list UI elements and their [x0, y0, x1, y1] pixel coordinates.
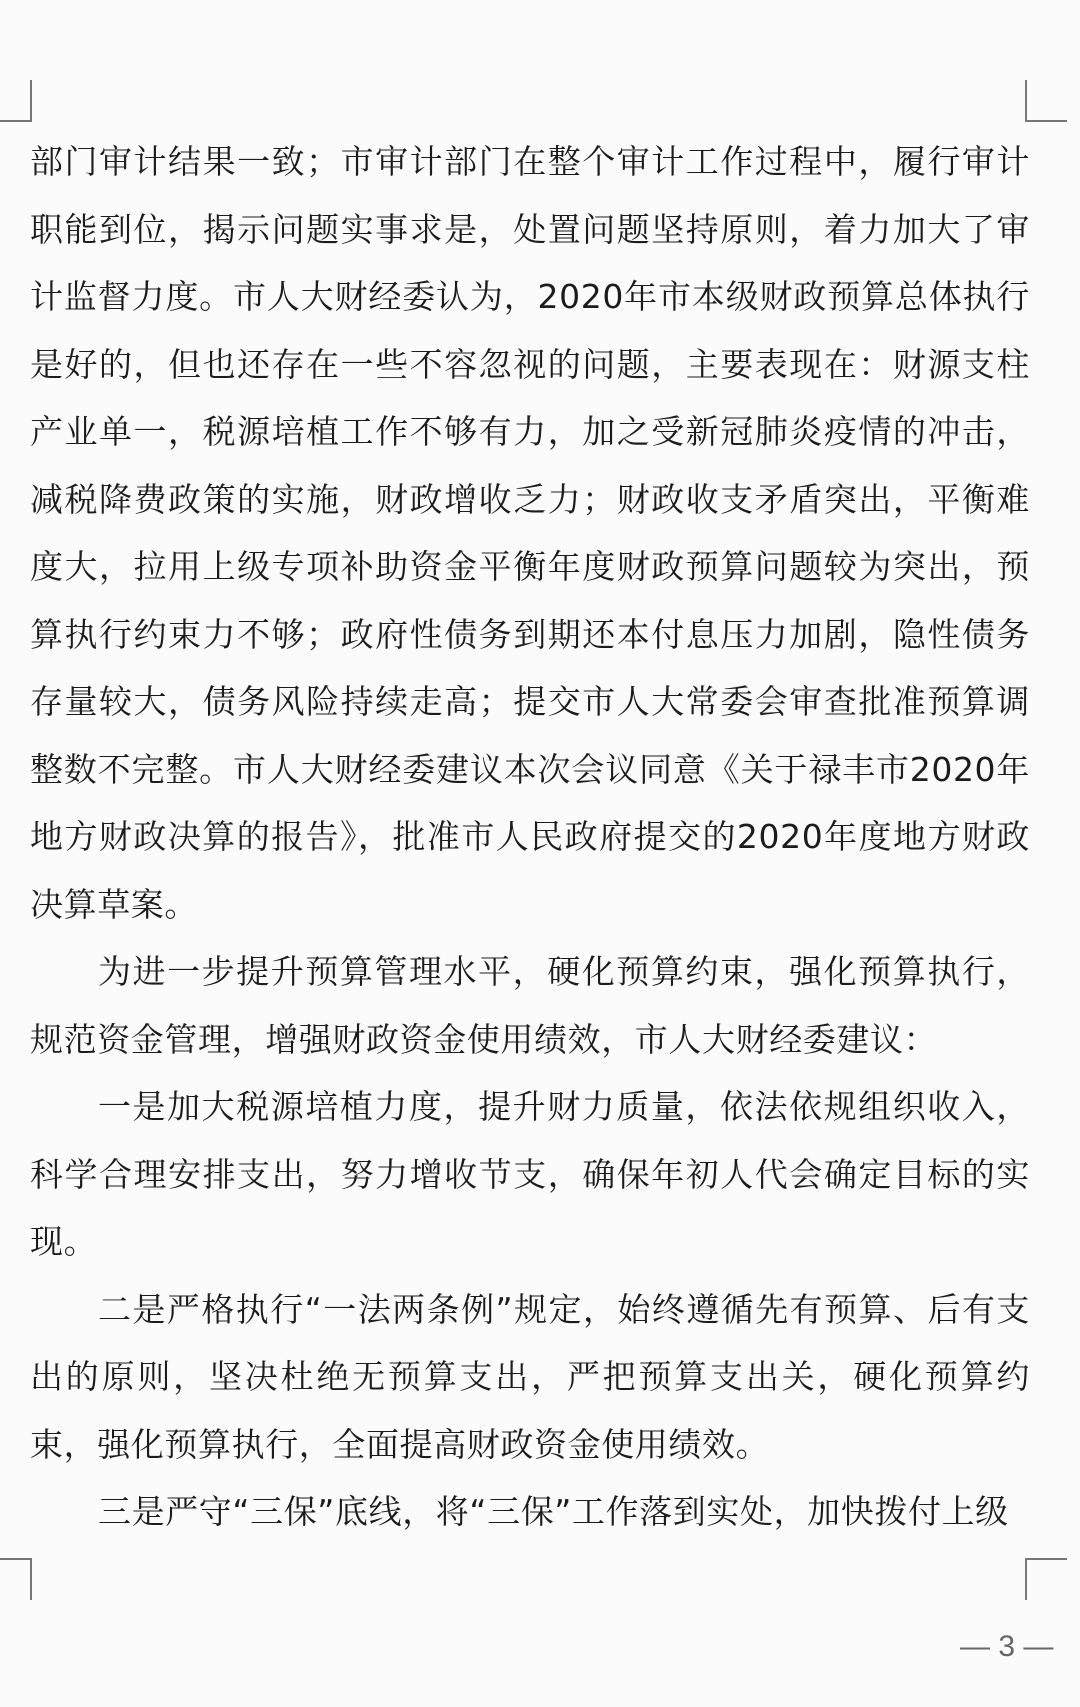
crop-mark-top-left — [0, 80, 32, 122]
paragraph: 三是严守“三保”底线，将“三保”工作落到实处，加快拨付上级 — [98, 1492, 1009, 1531]
paragraph: 二是严格执行“一法两条例”规定，始终遵循先有预算、后有支出的原则，坚决杜绝无预算支出，严把预算支出关，硬化预算约束，强化预算执行，全面提高财政资金使用绩效。 — [30, 1289, 1030, 1464]
paragraph: 为进一步提升预算管理水平，硬化预算约束，强化预算执行，规范资金管理，增强财政资金使用绩效，市人大财经委建议： — [30, 952, 1030, 1059]
crop-mark-bottom-right — [1025, 1558, 1067, 1600]
paragraph: 一是加大税源培植力度，提升财力质量，依法依规组织收入，科学合理安排支出，努力增收节支，确保年初人代会确定目标的实现。 — [30, 1087, 1030, 1261]
paragraph: 部门审计结果一致；市审计部门在整个审计工作过程中，履行审计职能到位，揭示问题实事求是，处置问题坚持原则，着力加大了审计监督力度。市人大财经委认为，2020年市本级财政预算总体执行是好的，但也还存在一些不容忽视的问题，主要表现在：财源支柱产业单一，税源培植工作不够有力，加之受新冠肺炎疫情的冲击，减税降费政策的实施，财政增收乏力；财政收支矛盾突出，平衡难度大，拉用上级专项补助资金平衡年度财政预算问题较为突出，预算执行约束力不够；政府性债务到期还本付息压力加剧，隐性债务存量较大，债务风险持续走高；提交市人大常委会审查批准预算调整数不完整。市人大财经委建议本次会议同意《关于禄丰市2020年地方财政决算的报告》，批准市人民政府提交的2020年度地方财政决算草案。 — [30, 142, 1030, 924]
crop-mark-bottom-left — [0, 1558, 32, 1600]
crop-mark-top-right — [1025, 80, 1067, 122]
page-number: — 3 — — [960, 1630, 1054, 1663]
body-text — [30, 128, 1030, 1546]
